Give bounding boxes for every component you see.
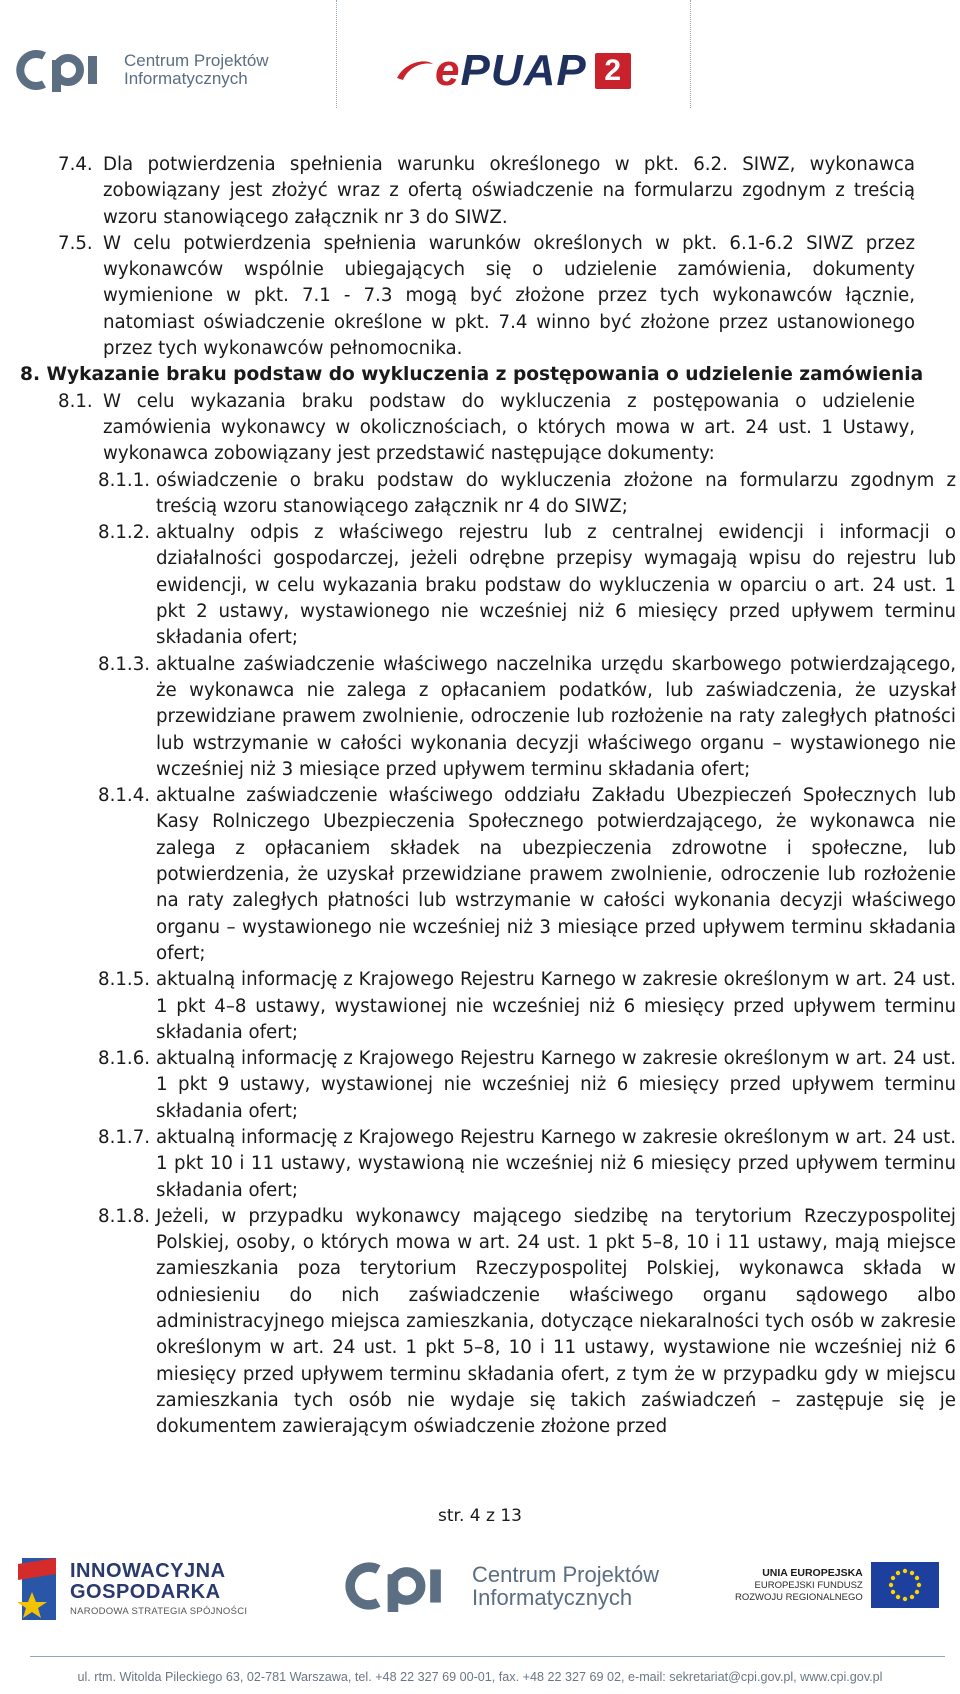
item-number: 7.5.: [58, 232, 93, 254]
epuap-wordmark: [435, 46, 587, 96]
page-number: str. 4 z 13: [438, 1506, 522, 1526]
sub-list-item: [98, 468, 956, 521]
innowacyjna-gospodarka-logo: [12, 1554, 247, 1624]
item-text: Jeżeli, w przypadku wykonawcy mającego siedzibę na terytorium Rzeczypospolitej Polskiej, osoby, o których mowa w art. 24 ust. 1 pkt 5–8, 10 i 11 ustawy, mają miejsce zamieszkania poza terytorium Rzeczypospolitej Polskiej, wykonawca składa w odniesieniu do nich zaświadczenie właściwego organu sądowego albo administracyjnego miejsca zamieszkania, dotyczące niekaralności tych osób w zakresie określonym w art. 24 ust. 1 pkt 5–8, 10 i 11 ustawy, wystawione nie wcześniej niż 6 miesięcy przed upływem terminu składania ofert, z tym że w przypadku gdy w miejscu zamieszkania tych osób nie wydaje się takich zaświadczeń – zastępuje się je dokumentem zawierającym oświadczenie złożone przed: [156, 1205, 956, 1438]
sub-list-item: [98, 1204, 956, 1441]
footer-divider: [30, 1656, 945, 1657]
item-number: 8.1.: [58, 390, 93, 412]
item-number: 7.4.: [58, 154, 93, 175]
list-item: [58, 231, 915, 362]
item-text: aktualne zaświadczenie właściwego naczelnika urzędu skarbowego potwierdzającego, że wykonawca nie zalega z opłacaniem podatków, lub zaświadczenia, że uzyskał przewidziane prawem zwolnienie, odroczenie lub rozłożenie na raty zaległych płatności lub wstrzymanie w całości wykonania decyzji właściwego organu – wystawionego nie wcześniej niż 3 miesiące przed upływem terminu składania ofert;: [156, 653, 956, 780]
list-item: [58, 152, 915, 231]
footer-logos: [0, 1550, 960, 1640]
item-text: aktualne zaświadczenie właściwego oddziału Zakładu Ubezpieczeń Społecznych lub Kasy Rolniczego Ubezpieczenia Społecznego potwierdzającego, że wykonawca nie zalega z opłacaniem składek na ubezpieczenia zdrowotne i społeczne, lub potwierdzenia, że uzyskał przewidziane prawem zwolnienie, odroczenie lub rozłożenie na raty zaległych płatności lub wstrzymanie w całości wykonania decyzji właściwego organu – wystawionego nie wcześniej niż 3 miesiące przed upływem terminu składania ofert;: [156, 785, 956, 964]
section-heading: 8. Wykazanie braku podstaw do wykluczenia z postępowania o udzielenie zamówienia: [20, 364, 924, 386]
page-header: [0, 0, 960, 108]
item-text: aktualną informację z Krajowego Rejestru Karnego w zakresie określonym w art. 24 ust. 1 pkt 4–8 ustawy, wystawionej nie wcześniej niż 6 miesięcy przed upływem terminu składania ofert;: [156, 969, 956, 1043]
item-number: 8.1.5.: [98, 969, 151, 991]
item-number: 8.1.8.: [98, 1205, 151, 1227]
sub-list-item: [98, 652, 956, 783]
item-text: W celu potwierdzenia spełnienia warunków określonych w pkt. 6.1-6.2 SIWZ przez wykonawców wspólnie ubiegających się o udzielenie zamówienia, dokumenty wymienione w pkt. 7.1 - 7.3 mogą być złożone przez tych wykonawców łącznie, natomiast oświadczenie określone w pkt. 7.4 winno być złożone przez ustanowionego przez tych wykonawców pełnomocnika.: [103, 232, 915, 360]
item-text: aktualną informację z Krajowego Rejestru Karnego w zakresie określonym w art. 24 ust. 1 pkt 10 i 11 ustawy, wystawioną nie wcześniej niż 6 miesięcy przed upływem terminu składania ofert;: [156, 1126, 956, 1201]
cpi-footer-line1: Centrum Projektów: [472, 1561, 660, 1587]
eu-line3: ROZWOJU REGIONALNEGO: [735, 1591, 863, 1603]
item-number: 8.1.6.: [98, 1048, 151, 1070]
cpi-footer-logo: [338, 1560, 659, 1612]
sub-list-item: [98, 783, 956, 967]
cpi-logo-mark: [338, 1560, 468, 1612]
item-text: aktualną informację z Krajowego Rejestru Karnego w zakresie określonym w art. 24 ust. 1 pkt 9 ustawy, wystawionej nie wcześniej niż 6 miesięcy przed upływem terminu składania ofert;: [156, 1048, 956, 1122]
item-number: 8.1.2.: [98, 522, 151, 544]
document-body: [0, 152, 960, 1441]
epuap-version-badge: 2: [595, 53, 631, 89]
eu-line2: EUROPEJSKI FUNDUSZ: [754, 1579, 863, 1591]
list-item: [58, 389, 915, 468]
item-text: W celu wykazania braku podstaw do wykluczenia z postępowania o udzielenie zamówienia wykonawcy w okolicznościach, o których mowa w art. 24 ust. 1 Ustawy, wykonawca zobowiązany jest przedstawić następujące dokumenty:: [103, 390, 915, 465]
item-text: oświadczenie o braku podstaw do wykluczenia złożone na formularzu zgodnym z treścią wzoru stanowiącego załącznik nr 4 do SIWZ;: [156, 469, 956, 517]
item-number: 8.1.4.: [98, 785, 151, 807]
innowacyjna-line1: INNOWACYJNA: [70, 1560, 226, 1583]
innowacyjna-star-icon: [12, 1554, 60, 1624]
epuap-logo: [395, 46, 631, 96]
epuap-prefix: e: [435, 46, 461, 95]
item-text: Dla potwierdzenia spełnienia warunku określonego w pkt. 6.2. SIWZ, wykonawca zobowiązany jest złożyć wraz z ofertą oświadczenie na formularzu zgodnym z treścią wzoru stanowiącego załącznik nr 3 do SIWZ.: [103, 154, 915, 228]
header-divider: [336, 0, 337, 108]
sub-list-item: [98, 520, 956, 651]
eu-flag-icon: [871, 1562, 939, 1608]
item-number: 8.1.1.: [98, 469, 151, 491]
cpi-logo-mark: [10, 48, 120, 92]
sub-list-item: [98, 1125, 956, 1204]
header-divider: [690, 0, 691, 108]
epuap-word: PUAP: [460, 46, 587, 95]
cpi-logo: [10, 48, 269, 92]
item-number: 8.1.7.: [98, 1126, 151, 1148]
cpi-logo-line2: Informatycznych: [124, 69, 248, 88]
sub-list-item: [98, 1046, 956, 1125]
sub-list-item: [98, 967, 956, 1046]
innowacyjna-line2: GOSPODARKA: [70, 1581, 221, 1604]
item-text: aktualny odpis z właściwego rejestru lub z centralnej ewidencji i informacji o działalności gospodarczej, jeżeli odrębne przepisy wymagają wpisu do rejestru lub ewidencji, w celu wykazania braku podstaw do wykluczenia w oparciu o art. 24 ust. 1 pkt 2 ustawy, wystawionego nie wcześniej niż 6 miesięcy przed upływem terminu składania ofert;: [156, 522, 956, 649]
cpi-footer-line2: Informatycznych: [472, 1585, 633, 1610]
eu-line1: UNIA EUROPEJSKA: [762, 1566, 863, 1579]
innowacyjna-line3: NARODOWA STRATEGIA SPÓJNOŚCI: [70, 1606, 248, 1618]
eu-logo: [735, 1562, 939, 1608]
cpi-logo-line1: Centrum Projektów: [124, 51, 269, 71]
footer-address: ul. rtm. Witolda Pileckiego 63, 02-781 Warszawa, tel. +48 22 327 69 00-01, fax. +48 22 327 69 02, e-mail: sekretariat@cpi.gov.pl, www.cpi.gov.pl: [77, 1670, 883, 1684]
epuap-swoosh-icon: [395, 56, 435, 86]
item-number: 8.1.3.: [98, 653, 151, 675]
